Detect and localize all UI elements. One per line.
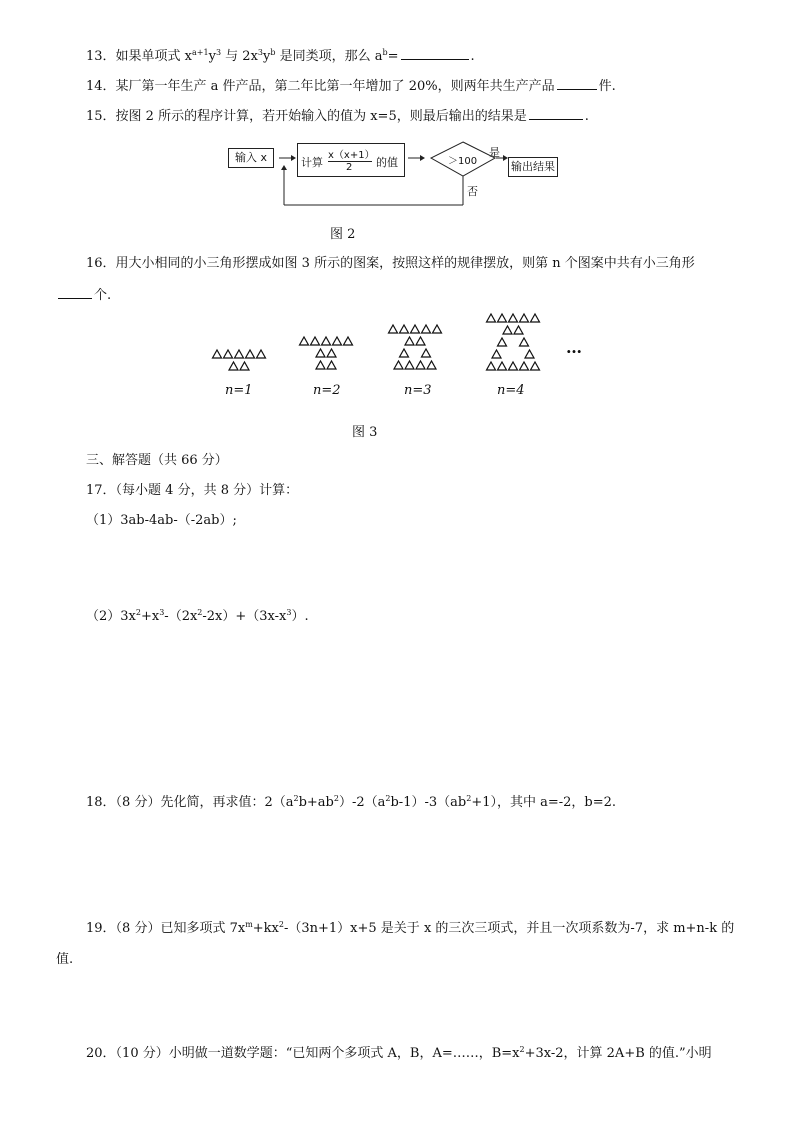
small-triangle	[213, 350, 222, 358]
triangle-pattern-figure	[0, 310, 794, 390]
small-triangle	[316, 349, 325, 357]
small-triangle	[520, 338, 529, 346]
flow-condition-label: ＞100	[448, 156, 478, 167]
small-triangle	[405, 337, 414, 345]
flow-yes-label: 是	[489, 146, 500, 159]
flow-output-box: 输出结果	[508, 157, 558, 177]
flow-no-label: 否	[467, 185, 478, 198]
small-triangle	[416, 361, 425, 369]
small-triangle	[246, 350, 255, 358]
question-20: 20．（10 分）小明做一道数学题：“已知两个多项式 A，B，A=……，$B=x^2+3x-2$，计算 2A+B 的值.”小明	[86, 1045, 712, 1061]
pattern-label-n4: n=4	[497, 383, 525, 398]
flow-input-box: 输入 x	[228, 148, 274, 168]
small-triangle	[422, 325, 431, 333]
small-triangle	[492, 350, 501, 358]
small-triangle	[240, 362, 249, 370]
small-triangle	[322, 337, 331, 345]
small-triangle	[411, 325, 420, 333]
small-triangle	[394, 361, 403, 369]
small-triangle	[498, 362, 507, 370]
small-triangle	[300, 337, 309, 345]
figure-2-caption: 图 2	[330, 227, 356, 242]
question-17-part-2: $(2)3x^2+x^3-(2x^2-2x)+(3x-x^3)$.	[86, 608, 309, 624]
small-triangle	[400, 325, 409, 333]
small-triangle	[487, 362, 496, 370]
small-triangle	[344, 337, 353, 345]
small-triangle	[416, 337, 425, 345]
small-triangle	[257, 350, 266, 358]
pattern-ellipsis: …	[566, 338, 582, 357]
flow-calc-box: 计算 x（x+1） 2 的值	[297, 143, 405, 177]
small-triangle	[400, 349, 409, 357]
small-triangle	[224, 350, 233, 358]
question-17-part-1: （1）3ab-4ab-（-2ab）;	[86, 513, 237, 528]
small-triangle	[514, 326, 523, 334]
small-triangle	[427, 361, 436, 369]
small-triangle	[311, 337, 320, 345]
small-triangle	[509, 362, 518, 370]
question-19: 19．（8 分）已知多项式 $7x^m+kx^2-(3n+1)x+5$ 是关于 x 的三次三项式，并且一次项系数为-7，求 m+n-k 的	[86, 920, 735, 936]
small-triangle	[520, 362, 529, 370]
small-triangle	[327, 361, 336, 369]
small-triangle	[520, 314, 529, 322]
small-triangle	[487, 314, 496, 322]
small-triangle	[433, 325, 442, 333]
question-18: 18．（8 分）先化简，再求值：$2(a^2b+ab^2)-2(a^2b-1)-3(ab^2+1)$，其中 a=-2，b=2.	[86, 794, 617, 810]
question-19-cont: 值.	[56, 952, 74, 967]
question-14: 14．某厂第一年生产 a 件产品，第二年比第一年增加了 20%，则两年共生产产品 件.	[86, 76, 616, 96]
small-triangle	[316, 361, 325, 369]
answer-blank[interactable]	[401, 46, 469, 60]
question-13: 13．如果单项式 $x^{a+1}y^3$ 与 $2x^3y^b$ 是同类项，那么 $a^b=$ .	[86, 48, 475, 64]
small-triangle	[229, 362, 238, 370]
answer-blank[interactable]	[529, 106, 583, 120]
small-triangle	[498, 314, 507, 322]
pattern-label-n3: n=3	[404, 383, 432, 398]
small-triangle	[531, 362, 540, 370]
pattern-label-n2: n=2	[313, 383, 341, 398]
question-16: 16．用大小相同的小三角形摆成如图 3 所示的图案，按照这样的规律摆放，则第 n 个图案中共有小三角形	[86, 256, 695, 271]
answer-blank[interactable]	[58, 285, 92, 299]
small-triangle	[405, 361, 414, 369]
small-triangle	[509, 314, 518, 322]
section-heading: 三、解答题（共 66 分）	[86, 453, 228, 468]
small-triangle	[389, 325, 398, 333]
small-triangle	[498, 338, 507, 346]
small-triangle	[327, 349, 336, 357]
question-17: 17．（每小题 4 分，共 8 分）计算：	[86, 483, 299, 498]
figure-3-caption: 图 3	[352, 425, 378, 440]
question-15: 15．按图 2 所示的程序计算，若开始输入的值为 x=5，则最后输出的结果是 .	[86, 106, 589, 126]
small-triangle	[235, 350, 244, 358]
pattern-label-n1: n=1	[225, 383, 253, 398]
question-16-cont: 个.	[56, 285, 111, 305]
answer-blank[interactable]	[557, 76, 597, 90]
small-triangle	[422, 349, 431, 357]
small-triangle	[333, 337, 342, 345]
small-triangle	[525, 350, 534, 358]
small-triangle	[531, 314, 540, 322]
small-triangle	[503, 326, 512, 334]
